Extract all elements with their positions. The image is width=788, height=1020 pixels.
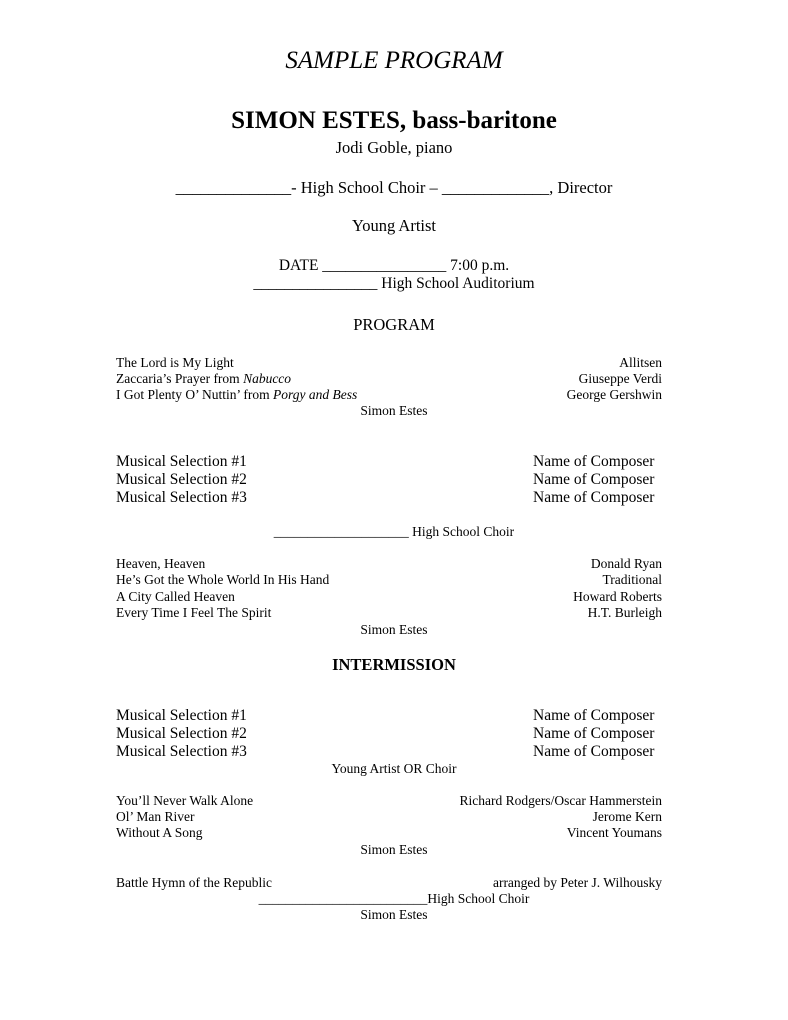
set-performer: Simon Estes [360, 907, 428, 922]
piece-title: Musical Selection #1 [116, 707, 247, 724]
piece-composer: Traditional [602, 572, 662, 587]
piece-composer: Howard Roberts [573, 589, 662, 604]
piece-title: Ol’ Man River [116, 809, 195, 824]
set-performer: Simon Estes [360, 622, 428, 637]
piece-title: Musical Selection #2 [116, 725, 247, 742]
piece-title: Without A Song [116, 825, 203, 840]
piece-title: I Got Plenty O’ Nuttin’ from Porgy and Bess [116, 387, 358, 402]
artist-name: SIMON ESTES, bass-baritone [231, 107, 557, 134]
piece-title: Musical Selection #1 [116, 453, 247, 470]
young-artist: Young Artist [351, 216, 437, 235]
piece-title: Musical Selection #3 [116, 743, 247, 760]
piece-composer: arranged by Peter J. Wilhousky [492, 875, 662, 890]
piece-composer: Name of Composer [533, 471, 655, 488]
set-performer: ____________________ High School Choir [273, 524, 515, 539]
program-heading: PROGRAM [353, 315, 435, 334]
piece-title: Zaccaria’s Prayer from Nabucco [116, 371, 292, 386]
piece-composer: Vincent Youmans [566, 825, 662, 840]
piece-composer: Name of Composer [533, 743, 655, 760]
date-line: DATE ________________ 7:00 p.m. [278, 257, 510, 274]
piece-composer: H.T. Burleigh [587, 605, 662, 620]
piece-composer: Name of Composer [533, 489, 655, 506]
choir-director-line: ______________- High School Choir – _____________, Director [175, 178, 613, 197]
finale-choir: _________________________High School Choir [258, 891, 530, 906]
piece-composer: George Gershwin [566, 387, 662, 402]
piece-composer: Jerome Kern [592, 809, 662, 824]
piece-title: Battle Hymn of the Republic [116, 875, 272, 890]
accompanist: Jodi Goble, piano [335, 138, 453, 157]
piece-composer: Giuseppe Verdi [578, 371, 662, 386]
piece-title: Musical Selection #3 [116, 489, 247, 506]
piece-composer: Name of Composer [533, 707, 655, 724]
piece-title: The Lord is My Light [116, 355, 234, 370]
piece-composer: Allitsen [619, 355, 662, 370]
intermission-heading: INTERMISSION [332, 655, 456, 674]
set-performer: Simon Estes [360, 403, 428, 418]
piece-title: A City Called Heaven [116, 589, 235, 604]
piece-title: Musical Selection #2 [116, 471, 247, 488]
piece-title: You’ll Never Walk Alone [116, 793, 254, 808]
set-performer: Young Artist OR Choir [331, 761, 457, 776]
piece-composer: Name of Composer [533, 725, 655, 742]
piece-composer: Donald Ryan [590, 556, 662, 571]
venue-line: ________________ High School Auditorium [253, 275, 535, 292]
piece-composer: Name of Composer [533, 453, 655, 470]
piece-composer: Richard Rodgers/Oscar Hammerstein [459, 793, 662, 808]
piece-title: Heaven, Heaven [116, 556, 206, 571]
piece-title: Every Time I Feel The Spirit [116, 605, 272, 620]
set-performer: Simon Estes [360, 842, 428, 857]
program-title: SAMPLE PROGRAM [285, 47, 503, 74]
piece-title: He’s Got the Whole World In His Hand [116, 572, 330, 587]
